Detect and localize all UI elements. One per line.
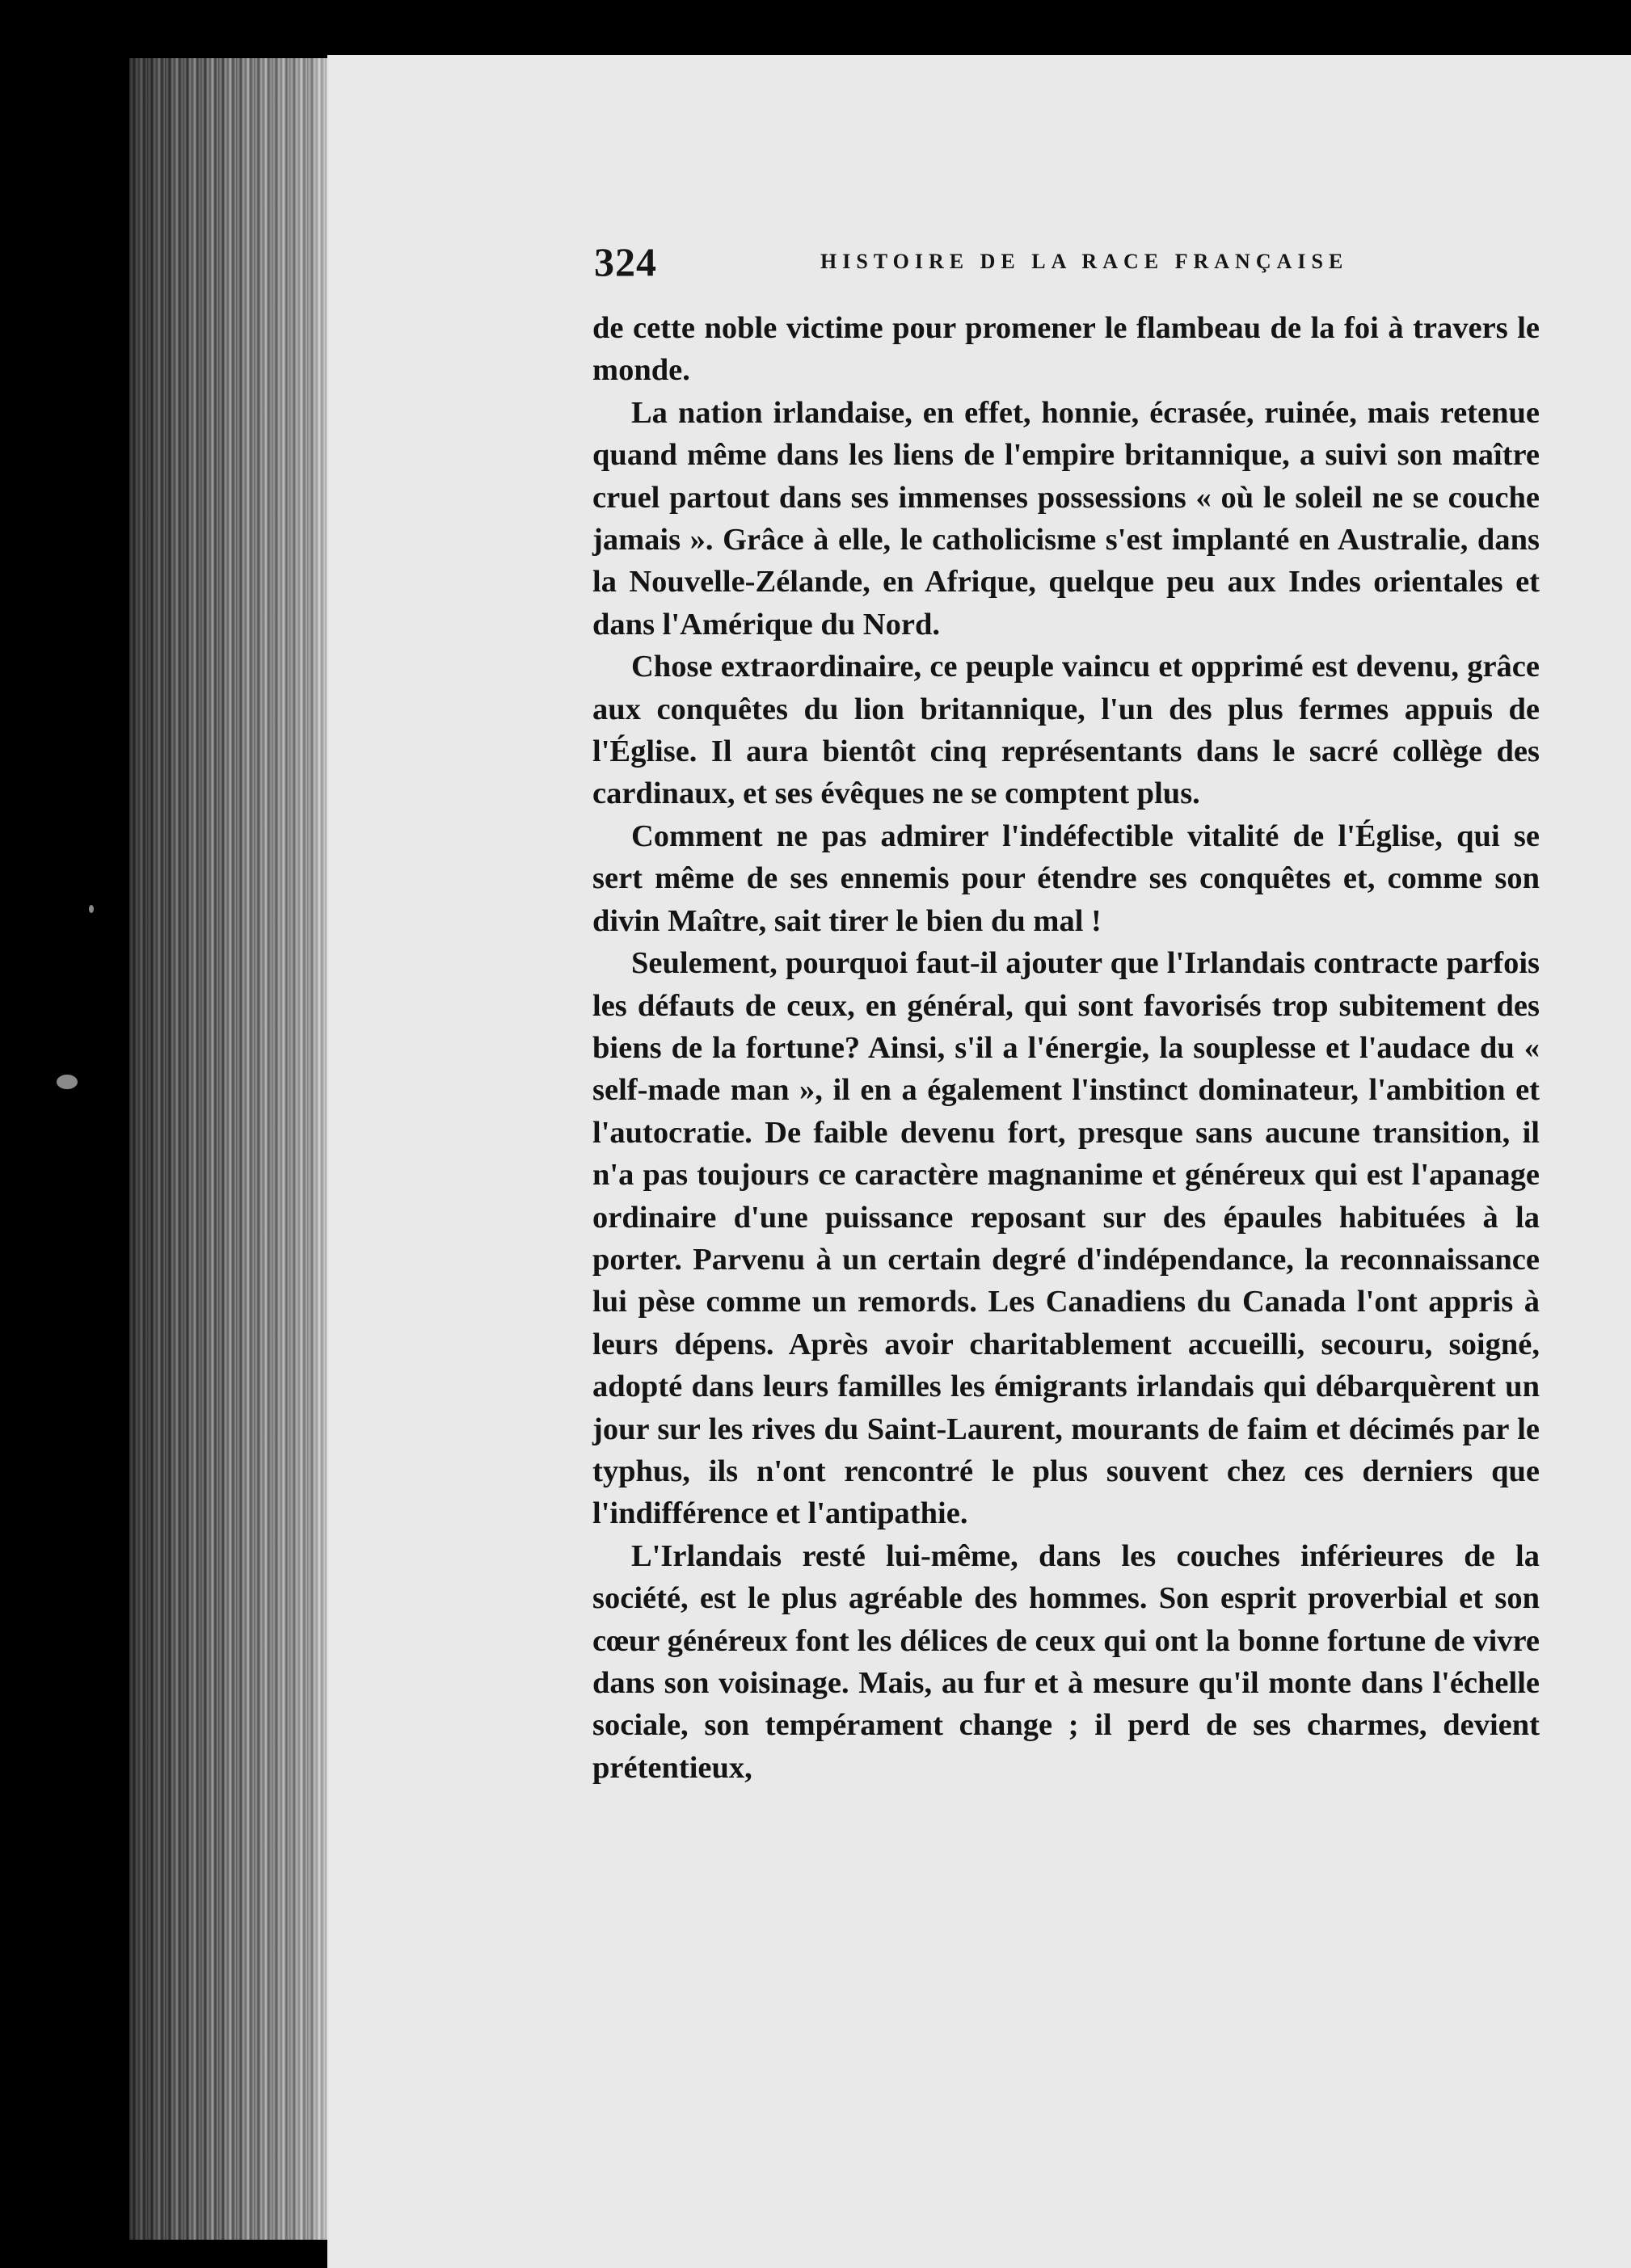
running-header xyxy=(594,238,1584,287)
paragraph: Comment ne pas admirer l'indéfectible vitalité de l'Église, qui se sert même de ses ennemis pour étendre ses conquêtes et, comme son divin Maître, sait tirer le bien du mal ! xyxy=(592,818,1540,938)
paragraph: Seulement, pourquoi faut-il ajouter que l'Irlandais contracte parfois les défauts de ceux, en général, qui sont favorisés trop subitement des biens de la fortune? Ainsi, s'il a l'énergie, la souplesse et l'audace du « self-made man », il en a également l'instinct dominateur, l'ambition et l'autocratie. De faible devenu fort, presque sans aucune transition, il n'a pas toujours ce caractère magnanime et généreux qui est l'apanage ordinaire d'une puissance reposant sur des épaules habituées à la porter. Parvenu à un certain degré d'indépendance, la reconnaissance lui pèse comme un remords. Les Canadiens du Canada l'ont appris à leurs dépens. Après avoir charitablement accueilli, secouru, soigné, adopté dans leurs familles les émigrants irlandais qui débarquèrent un jour sur les rives du Saint-Laurent, mourants de faim et décimés par le typhus, ils n'ont rencontré le plus souvent chez ces derniers que l'indifférence et l'antipathie. xyxy=(592,946,1540,1531)
paragraph: L'Irlandais resté lui-même, dans les couches inférieures de la société, est le plus agréable des hommes. Son esprit proverbial et son cœur généreux font les délices de ceux qui ont la bonne fortune de vivre dans son voisinage. Mais, au fur et à mesure qu'il monte dans l'échelle sociale, son tempérament change ; il perd de ses charmes, devient prétentieux, xyxy=(592,1538,1540,1785)
scan-speck xyxy=(89,905,94,913)
page-edge-shading xyxy=(129,58,331,2240)
scan-speck xyxy=(57,1075,78,1089)
paragraph: Chose extraordinaire, ce peuple vaincu et opprimé est devenu, grâce aux conquêtes du lion britannique, l'un des plus fermes appuis de l'Église. Il aura bientôt cinq représentants dans le sacré collège des cardinaux, et ses évêques ne se comptent plus. xyxy=(592,650,1540,811)
running-title: HISTOIRE DE LA RACE FRANÇAISE xyxy=(820,250,1349,273)
page-number: 324 xyxy=(594,239,657,284)
paragraph: de cette noble victime pour promener le flambeau de la foi à travers le monde. xyxy=(592,311,1540,388)
paragraph: La nation irlandaise, en effet, honnie, écrasée, ruinée, mais retenue quand même dans les liens de l'empire britannique, a suivi son maître cruel partout dans ses immenses possessions « où le soleil ne se couche jamais ». Grâce à elle, le catholicisme s'est implanté en Australie, dans la Nouvelle-Zélande, en Afrique, quelque peu aux Indes orientales et dans l'Amérique du Nord. xyxy=(592,395,1540,642)
body-text xyxy=(592,307,1540,1789)
